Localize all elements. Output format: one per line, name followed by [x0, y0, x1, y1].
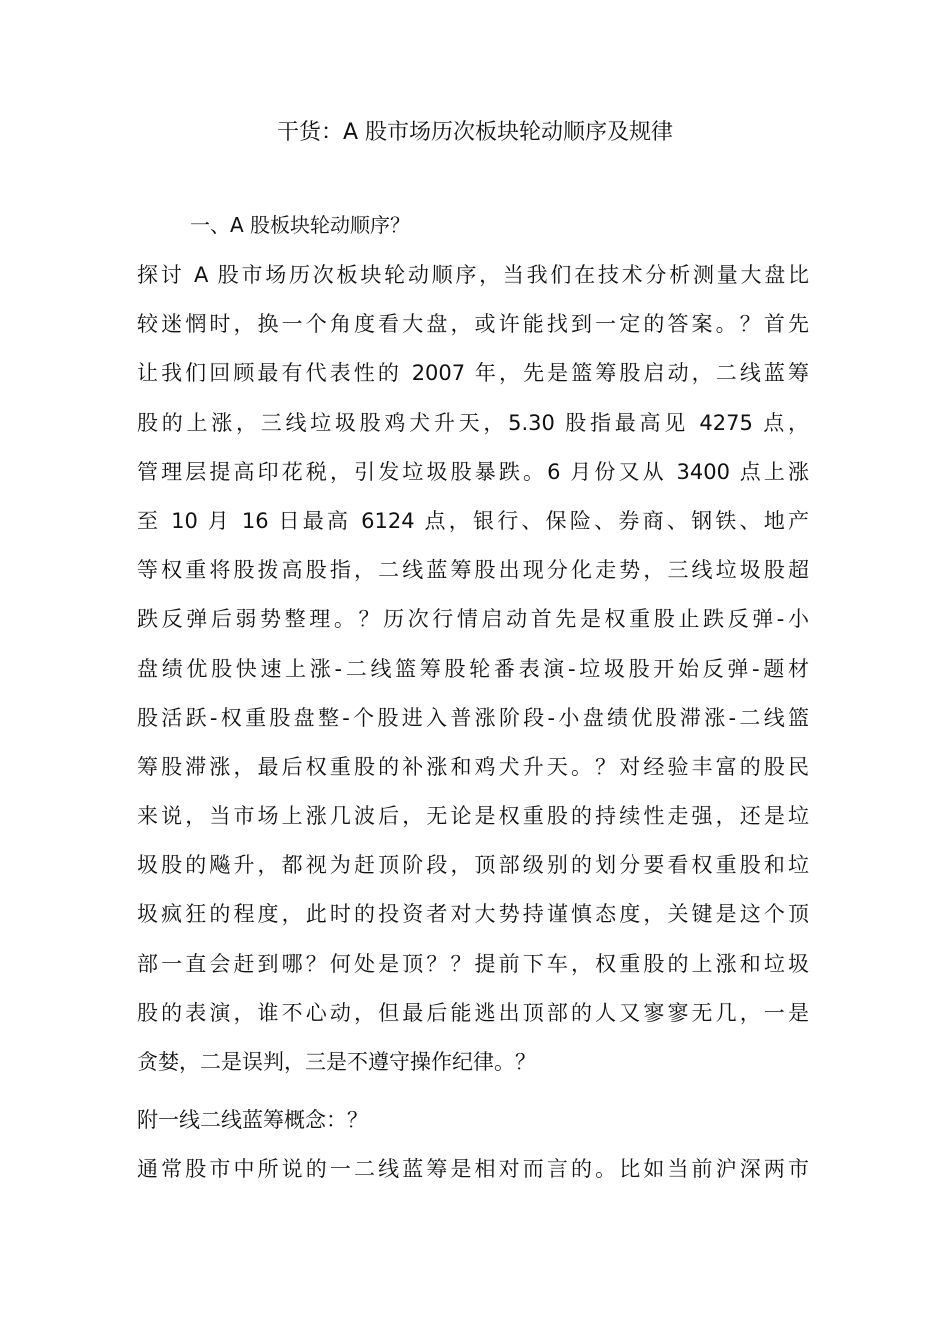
paragraph-line: 贪婪，二是误判，三是不遵守操作纪律。？ [137, 1050, 536, 1074]
paragraph-line: 圾疯狂的程度，此时的投资者对大势持谨慎态度，关键是这个顶 [137, 902, 809, 927]
paragraph-line: 跌反弹后弱势整理。？历次行情启动首先是权重股止跌反弹-小 [137, 607, 809, 632]
paragraph-line: 等权重将股拨高股指，二线蓝筹股出现分化走势，三线垃圾股超 [137, 558, 809, 583]
paragraph-line: 让我们回顾最有代表性的 2007 年，先是篮筹股启动，二线蓝筹 [137, 361, 809, 386]
paragraph-line: 股的上涨，三线垃圾股鸡犬升天，5.30 股指最高见 4275 点， [137, 410, 809, 435]
paragraph-line: 探讨 A 股市场历次板块轮动顺序，当我们在技术分析测量大盘比 [137, 263, 809, 287]
paragraph-line: 附一线二线蓝筹概念：？ [137, 1108, 368, 1132]
paragraph-line: 至 10 月 16 日最高 6124 点，银行、保险、券商、钢铁、地产 [137, 508, 809, 533]
paragraph-1 [137, 251, 809, 1087]
document-title: 干货：A 股市场历次板块轮动顺序及规律 [276, 120, 674, 145]
paragraph-line: 来说，当市场上涨几波后，无论是权重股的持续性走强，还是垃 [137, 804, 809, 829]
paragraph-line: 圾股的飚升，都视为赶顶阶段，顶部级别的划分要看权重股和垃 [137, 853, 809, 878]
paragraph-line: 筹股滞涨，最后权重股的补涨和鸡犬升天。？对经验丰富的股民 [137, 754, 809, 779]
paragraph-line: 部一直会赶到哪？何处是顶？？提前下车，权重股的上涨和垃圾 [137, 951, 809, 976]
section-heading: 一、A 股板块轮动顺序？ [190, 213, 411, 237]
paragraph-line: 通常股市中所说的一二线蓝筹是相对而言的。比如当前沪深两市 [137, 1157, 809, 1181]
paragraph-line: 股的表演，谁不心动，但最后能逃出顶部的人又寥寥无几，一是 [137, 1000, 809, 1025]
paragraph-line: 盘绩优股快速上涨-二线篮筹股轮番表演-垃圾股开始反弹-题材 [137, 656, 809, 681]
paragraph-line: 股活跃-权重股盘整-个股进入普涨阶段-小盘绩优股滞涨-二线篮 [137, 705, 809, 730]
paragraph-line: 较迷惘时，换一个角度看大盘，或许能找到一定的答案。？首先 [137, 312, 809, 337]
paragraph-3 [137, 1145, 809, 1194]
paragraph-2 [137, 1096, 809, 1145]
paragraph-line: 管理层提高印花税，引发垃圾股暴跌。6 月份又从 3400 点上涨 [137, 459, 809, 484]
